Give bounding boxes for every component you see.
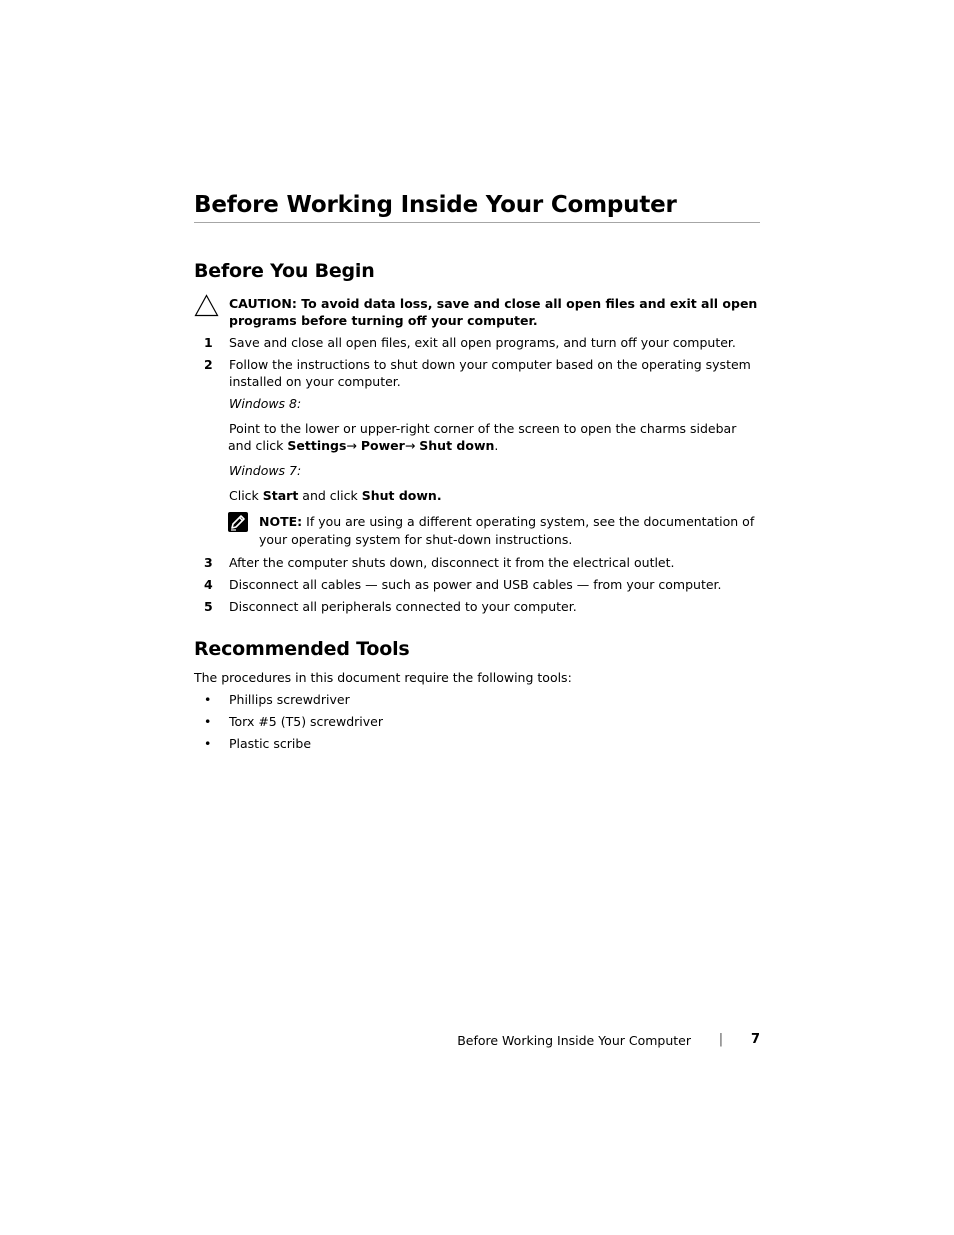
- shutdown-term: Shut down: [419, 438, 495, 453]
- list-item: Phillips screwdriver: [229, 692, 350, 707]
- step-number: 5: [204, 599, 213, 614]
- windows8-line-1: Point to the lower or upper-right corner of the screen to open the charms sidebar: [229, 421, 737, 436]
- section-heading-recommended-tools: Recommended Tools: [194, 638, 410, 660]
- step-text: installed on your computer.: [229, 374, 401, 389]
- caution-line-1: CAUTION: To avoid data loss, save and close all open files and exit all open: [229, 296, 758, 311]
- step-number: 1: [204, 335, 213, 350]
- shutdown-term: Shut down.: [361, 488, 442, 503]
- note-label: NOTE:: [259, 514, 303, 529]
- windows8-line-2: and click Settings→ Power→ Shut down.: [228, 438, 499, 453]
- step-text: Save and close all open files, exit all open programs, and turn off your computer.: [229, 335, 736, 350]
- step-text: Disconnect all peripherals connected to your computer.: [229, 599, 577, 614]
- step-number: 4: [204, 577, 213, 592]
- step-number: 2: [204, 357, 213, 372]
- windows7-line: Click Start and click Shut down.: [229, 488, 442, 503]
- page-title: Before Working Inside Your Computer: [194, 190, 760, 223]
- caution-triangle-icon: [194, 294, 219, 317]
- section-heading-before-you-begin: Before You Begin: [194, 260, 375, 282]
- power-term: Power: [360, 438, 405, 453]
- tools-intro: The procedures in this document require the following tools:: [194, 670, 572, 685]
- note-line-2: your operating system for shut-down instructions.: [259, 532, 573, 547]
- note-line-1: NOTE: If you are using a different operating system, see the documentation of: [259, 514, 755, 529]
- note-pencil-icon: [228, 512, 248, 532]
- windows7-label: Windows 7:: [229, 463, 302, 478]
- step-text: Follow the instructions to shut down your computer based on the operating system: [229, 357, 751, 372]
- footer-separator: |: [718, 1032, 724, 1047]
- settings-term: Settings: [287, 438, 347, 453]
- step-text: Disconnect all cables — such as power and USB cables — from your computer.: [229, 577, 722, 592]
- step-number: 3: [204, 555, 213, 570]
- bullet: •: [204, 736, 212, 751]
- bullet: •: [204, 714, 212, 729]
- step-text: After the computer shuts down, disconnect it from the electrical outlet.: [229, 555, 675, 570]
- footer-title: Before Working Inside Your Computer: [457, 1033, 691, 1048]
- list-item: Torx #5 (T5) screwdriver: [229, 714, 383, 729]
- page-number: 7: [751, 1032, 761, 1047]
- start-term: Start: [262, 488, 299, 503]
- windows8-label: Windows 8:: [229, 396, 302, 411]
- caution-line-2: programs before turning off your computer.: [229, 313, 538, 328]
- list-item: Plastic scribe: [229, 736, 312, 751]
- bullet: •: [204, 692, 212, 707]
